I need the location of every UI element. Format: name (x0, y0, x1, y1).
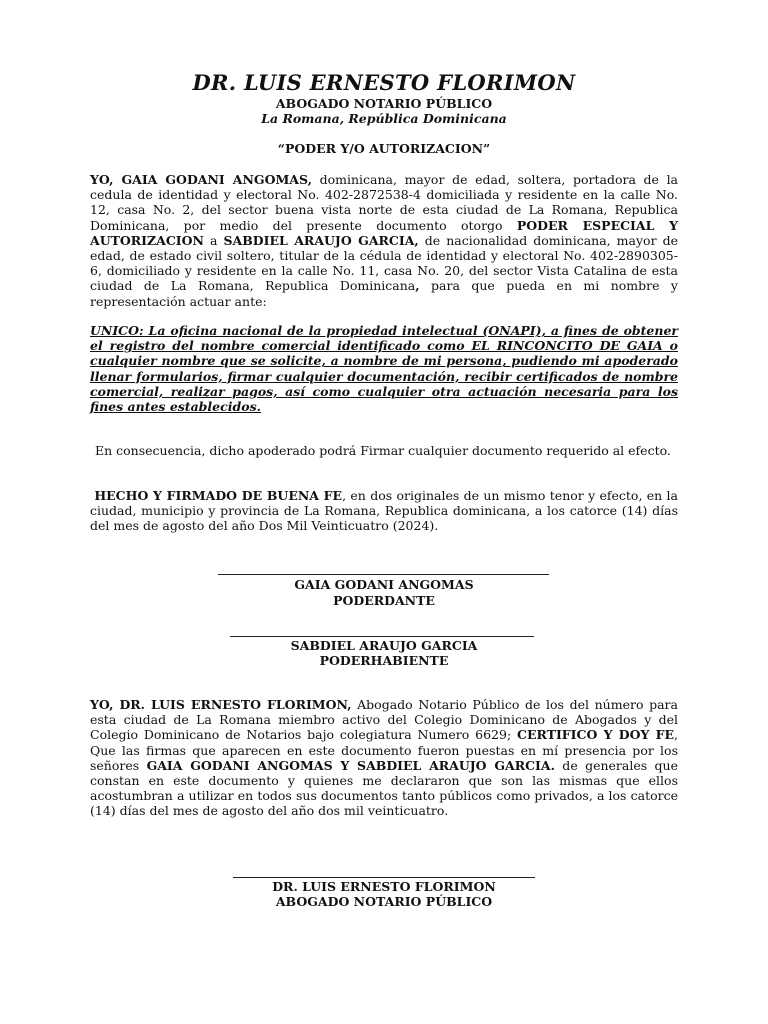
signature-name-grantor: GAIA GODANI ANGOMAS (294, 577, 474, 592)
signature-name-grantee: SABDIEL ARAUJO GARCIA (290, 638, 478, 653)
consequence-paragraph: En consecuencia, dicho apoderado podrá Firmar cualquier documento requerido al efecto. (95, 443, 671, 458)
page-location: La Romana, República Dominicana (261, 111, 507, 126)
grant-text-c: a (203, 232, 224, 248)
grant-text-e: de nacionalidad dominicana, mayor de edad, de estado civil soltero, titular de la cédula de identidad y electoral No. 402-2890305-6, domiciliado y residente en la calle No. 11, casa No. 20, del sector Vista Catalina de esta ciudad de La Romana, Republica Dominicana (90, 232, 678, 294)
notary-text-b: Abogado Notario Público de los del número para esta ciudad de La Romana miembro activo del Colegio Dominicano de Abogados y del Colegio Dominicano de Notarios bajo colegiatura Numero 6629; (90, 697, 678, 743)
notary-paragraph (90, 697, 678, 819)
signature-name-notary: DR. LUIS ERNESTO FLORIMON (272, 879, 496, 894)
notary-text-f: de generales que constan en este documento y quienes me declararon que son las mismas que ellos acostumbran a utilizar en todos sus documentos tanto públicos como privados, a los catorce (14) días del mes de agosto del año dos mil veinticuatro. (90, 757, 678, 819)
signature-line-notary (233, 877, 535, 878)
signature-role-grantee: PODERHABIENTE (319, 653, 449, 668)
page-subtitle: ABOGADO NOTARIO PÚBLICO (275, 96, 493, 111)
grantor-name: YO, GAIA GODANI ANGOMAS, (90, 172, 312, 187)
notary-text-d: , Que las firmas que aparecen en este documento fueron puestas en mí presencia por los señores (90, 727, 678, 773)
document-heading: “PODER Y/O AUTORIZACION” (277, 141, 491, 156)
signed-text: , en dos originales de un mismo tenor y efecto, en la ciudad, municipio y provincia de La Romana, Republica dominicana, a los catorce (14) días del mes de agosto del año Dos Mil Veinticuatro (2024). (90, 488, 678, 534)
unico-paragraph: UNICO: La oficina nacional de la propiedad intelectual (ONAPI), a fines de obtener el registro del nombre comercial identificado como EL RINCONCITO DE GAIA o cualquier nombre que se solicite, a nombre de mi persona, pudiendo mi apoderado llenar formularios, firmar cualquier documentación, recibir certificados de nombre comercial, realizar pagos, así como cualquier otra actuación necesaria para los fines antes establecidos. (90, 323, 678, 415)
notary-parties: GAIA GODANI ANGOMAS Y SABDIEL ARAUJO GARCIA. (146, 757, 555, 773)
signature-role-notary: ABOGADO NOTARIO PÚBLICO (275, 894, 493, 909)
grant-text-g: para que pueda en mi nombre y representación actuar ante: (90, 278, 678, 309)
signature-line-grantor (218, 574, 549, 575)
notary-name: YO, DR. LUIS ERNESTO FLORIMON, (90, 697, 352, 712)
signed-bold: HECHO Y FIRMADO DE BUENA FE (94, 488, 343, 503)
signature-line-grantee (230, 636, 534, 637)
signed-paragraph (90, 488, 678, 534)
grant-paragraph (90, 172, 678, 309)
grant-comma: , (415, 278, 420, 294)
grant-text-a: dominicana, mayor de edad, soltera, portadora de la cedula de identidad y electoral No. 402-2872538-4 domiciliada y residente en la calle No. 12, casa No. 2, del sector buena vista norte de esta ciudad de La Romana, Republica Dominicana, por medio del presente documento otorgo (90, 172, 679, 233)
page-title: DR. LUIS ERNESTO FLORIMON (192, 70, 576, 95)
signature-role-grantor: PODERDANTE (333, 593, 435, 608)
grantee-name: SABDIEL ARAUJO GARCIA, (223, 232, 419, 248)
grant-type: PODER ESPECIAL Y AUTORIZACION (90, 217, 679, 248)
notary-certify: CERTIFICO Y DOY FE (517, 727, 675, 743)
